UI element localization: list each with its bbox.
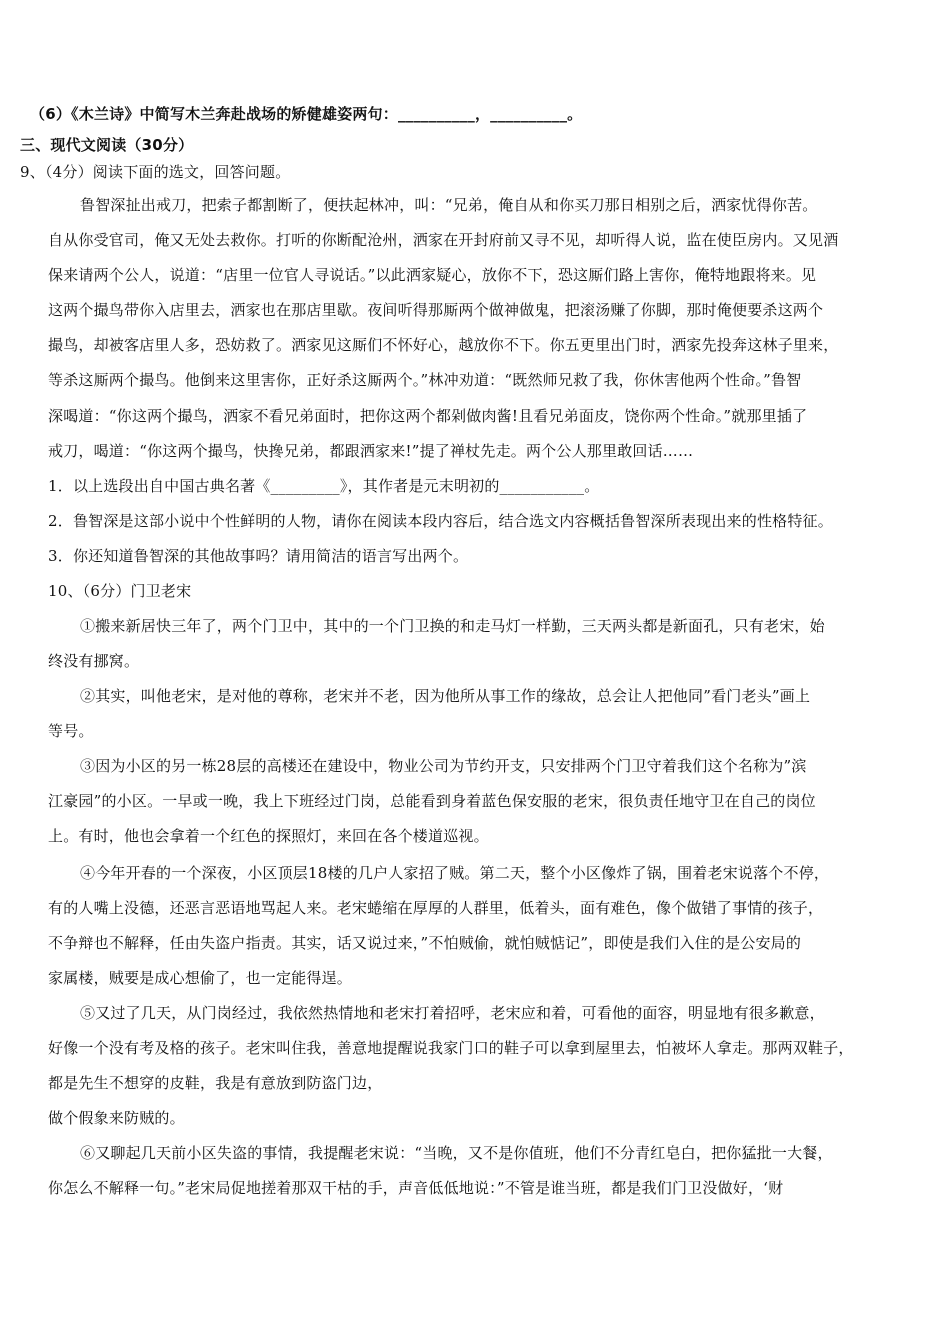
question-9-header: 9、（4分）阅读下面的选文，回答问题。 <box>20 163 291 181</box>
q10-passage-line: 你怎么不解释一句。”老宋局促地搓着那双干枯的手，声音低低地说：”不管是谁当班，都是我们门卫没做好，‘财 <box>48 1179 784 1197</box>
q9-passage-line: 这两个撮鸟带你入店里去，洒家也在那店里歇。夜间听得那厮两个做神做鬼，把滚汤赚了你脚，那时俺便要杀这两个 <box>48 301 824 319</box>
q9-passage-line: 保来请两个公人，说道：“店里一位官人寻说话。”以此洒家疑心，放你不下，恐这厮们路上害你，俺特地跟将来。见 <box>48 266 817 284</box>
q10-passage-line: 上。有时，他也会拿着一个红色的探照灯，来回在各个楼道巡视。 <box>48 827 489 845</box>
q9-question-1: 1．以上选段出自中国古典名著《_________》，其作者是元末明初的___________。 <box>48 477 600 495</box>
q10-passage-line: ①搬来新居快三年了，两个门卫中，其中的一个门卫换的和走马灯一样勤，三天两头都是新面孔，只有老宋，始 <box>80 617 825 635</box>
q10-passage-line: ③因为小区的另一栋28层的高楼还在建设中，物业公司为节约开支，只安排两个门卫守着我们这个名称为”滨 <box>80 757 807 775</box>
q9-passage-line: 深喝道：“你这两个撮鸟，洒家不看兄弟面时，把你这两个都剁做肉酱!且看兄弟面皮，饶你两个性命。”就那里插了 <box>48 407 808 425</box>
q10-passage-line: 做个假象来防贼的。 <box>48 1109 185 1127</box>
q10-passage-line: 不争辩也不解释，任由失盗户指责。其实，话又说过来，”不怕贼偷，就怕贼惦记”，即使是我们入住的是公安局的 <box>48 934 802 952</box>
q10-passage-line: 好像一个没有考及格的孩子。老宋叫住我，善意地提醒说我家门口的鞋子可以拿到屋里去，怕被坏人拿走。那两双鞋子， <box>48 1039 854 1057</box>
q9-passage-line: 自从你受官司，俺又无处去救你。打听的你断配沧州，洒家在开封府前又寻不见，却听得人说，监在使臣房内。又见酒 <box>48 231 839 249</box>
q10-passage-line: 终没有挪窝。 <box>48 652 140 670</box>
q10-passage-line: 家属楼，贼要是成心想偷了，也一定能得逞。 <box>48 969 353 987</box>
q9-question-2: 2．鲁智深是这部小说中个性鲜明的人物，请你在阅读本段内容后，结合选文内容概括鲁智深所表现出来的性格特征。 <box>48 512 833 530</box>
q9-passage-line: 鲁智深扯出戒刀，把索子都割断了，便扶起林冲，叫：“兄弟，俺自从和你买刀那日相别之后，洒家忧得你苦。 <box>80 196 818 214</box>
q10-passage-line: 江豪园”的小区。一早或一晚，我上下班经过门岗，总能看到身着蓝色保安服的老宋，很负责任地守卫在自己的岗位 <box>48 792 816 810</box>
q9-passage-line: 戒刀，喝道：“你这两个撮鸟，快搀兄弟，都跟洒家来!”提了禅杖先走。两个公人那里敢回话…… <box>48 442 694 460</box>
q10-passage-line: ⑤又过了几天，从门岗经过，我依然热情地和老宋打着招呼，老宋应和着，可看他的面容，明显地有很多歉意， <box>80 1004 825 1022</box>
q10-passage-line: ⑥又聊起几天前小区失盗的事情，我提醒老宋说：“当晚，又不是你值班，他们不分青红皂白，把你猛批一大餐， <box>80 1144 833 1162</box>
section-3-title: 三、现代文阅读（30分） <box>20 136 194 154</box>
question-10-header: 10、（6分）门卫老宋 <box>48 582 192 600</box>
q9-passage-line: 等杀这厮两个撮鸟。他倒来这里害你，正好杀这厮两个。”林冲劝道：“既然师兄救了我，你休害他两个性命。”鲁智 <box>48 371 802 389</box>
question-6-line: （6）《木兰诗》中简写木兰奔赴战场的矫健雄姿两句：__________，__________。 <box>30 105 583 123</box>
q10-passage-line: 有的人嘴上没德，还恶言恶语地骂起人来。老宋蜷缩在厚厚的人群里，低着头，面有难色，像个做错了事情的孩子， <box>48 899 824 917</box>
q9-question-3: 3．你还知道鲁智深的其他故事吗？请用简洁的语言写出两个。 <box>48 547 469 565</box>
q10-passage-line: 等号。 <box>48 722 94 740</box>
q9-passage-line: 撮鸟，却被客店里人多，恐妨救了。洒家见这厮们不怀好心，越放你不下。你五更里出门时，洒家先投奔这林子里来， <box>48 336 839 354</box>
q10-passage-line: ②其实，叫他老宋，是对他的尊称，老宋并不老，因为他所从事工作的缘故，总会让人把他同”看门老头”画上 <box>80 687 811 705</box>
q10-passage-line: ④今年开春的一个深夜，小区顶层18楼的几户人家招了贼。第二天，整个小区像炸了锅，围着老宋说落个不停， <box>80 864 830 882</box>
q10-passage-line: 都是先生不想穿的皮鞋，我是有意放到防盗门边， <box>48 1074 383 1092</box>
